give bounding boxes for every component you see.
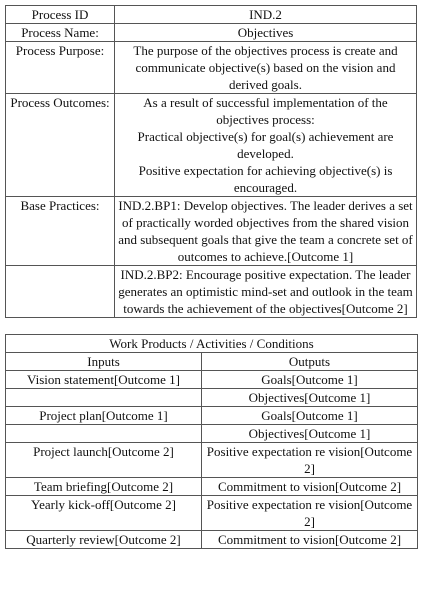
- base-practices-label: Base Practices:: [6, 197, 115, 266]
- process-outcomes-label: Process Outcomes:: [6, 94, 115, 197]
- work-products-header: Work Products / Activities / Conditions: [6, 335, 418, 353]
- table-row: [6, 425, 418, 443]
- table-row: [6, 496, 418, 531]
- input-cell: Project launch[Outcome 2]: [6, 443, 202, 478]
- input-cell: [6, 425, 202, 443]
- page: [5, 5, 417, 549]
- input-cell: Quarterly review[Outcome 2]: [6, 531, 202, 549]
- input-cell: Project plan[Outcome 1]: [6, 407, 202, 425]
- process-purpose-row: [6, 42, 417, 94]
- outputs-column-header: Outputs: [202, 353, 418, 371]
- process-id-row: [6, 6, 417, 24]
- output-cell: Objectives[Outcome 1]: [202, 425, 418, 443]
- process-name-row: [6, 24, 417, 42]
- input-cell: Team briefing[Outcome 2]: [6, 478, 202, 496]
- table-row: [6, 389, 418, 407]
- base-practice-2: IND.2.BP2: Encourage positive expectation. The leader generates an optimistic mind-set and outlook in the team towards the achievement of the objectives[Outcome 2]: [115, 266, 417, 318]
- table-spacer: [5, 318, 417, 334]
- base-practice-row-2: [6, 266, 417, 318]
- process-purpose-value: The purpose of the objectives process is create and communicate objective(s) based on the vision and derived goals.: [115, 42, 417, 94]
- process-table: [5, 5, 417, 318]
- input-cell: Yearly kick-off[Outcome 2]: [6, 496, 202, 531]
- process-name-value: Objectives: [115, 24, 417, 42]
- process-outcomes-cell: [115, 94, 417, 197]
- work-products-header-row: [6, 335, 418, 353]
- inputs-column-header: Inputs: [6, 353, 202, 371]
- output-cell: Commitment to vision[Outcome 2]: [202, 478, 418, 496]
- table-row: [6, 531, 418, 549]
- outcomes-intro: As a result of successful implementation of the objectives process:: [143, 95, 388, 127]
- process-purpose-label: Process Purpose:: [6, 42, 115, 94]
- outcome-1: Practical objective(s) for goal(s) achievement are developed.: [137, 129, 394, 161]
- base-practice-1: IND.2.BP1: Develop objectives. The leader derives a set of practically worded objectives from the shared vision and subsequent goals that give the team a concrete set of outcomes to achieve.[Outcome 1]: [115, 197, 417, 266]
- input-cell: Vision statement[Outcome 1]: [6, 371, 202, 389]
- output-cell: Positive expectation re vision[Outcome 2]: [202, 496, 418, 531]
- input-cell: [6, 389, 202, 407]
- process-outcomes-row: [6, 94, 417, 197]
- output-cell: Objectives[Outcome 1]: [202, 389, 418, 407]
- outcome-2: Positive expectation for achieving objective(s) is encouraged.: [138, 163, 393, 195]
- output-cell: Goals[Outcome 1]: [202, 371, 418, 389]
- process-id-label: Process ID: [6, 6, 115, 24]
- work-products-columns-row: [6, 353, 418, 371]
- table-row: [6, 478, 418, 496]
- output-cell: Goals[Outcome 1]: [202, 407, 418, 425]
- output-cell: Positive expectation re vision[Outcome 2]: [202, 443, 418, 478]
- process-name-label: Process Name:: [6, 24, 115, 42]
- table-row: [6, 407, 418, 425]
- work-products-table: [5, 334, 418, 549]
- base-practices-empty-label: [6, 266, 115, 318]
- table-row: [6, 371, 418, 389]
- process-id-value: IND.2: [115, 6, 417, 24]
- base-practice-row-1: [6, 197, 417, 266]
- output-cell: Commitment to vision[Outcome 2]: [202, 531, 418, 549]
- table-row: [6, 443, 418, 478]
